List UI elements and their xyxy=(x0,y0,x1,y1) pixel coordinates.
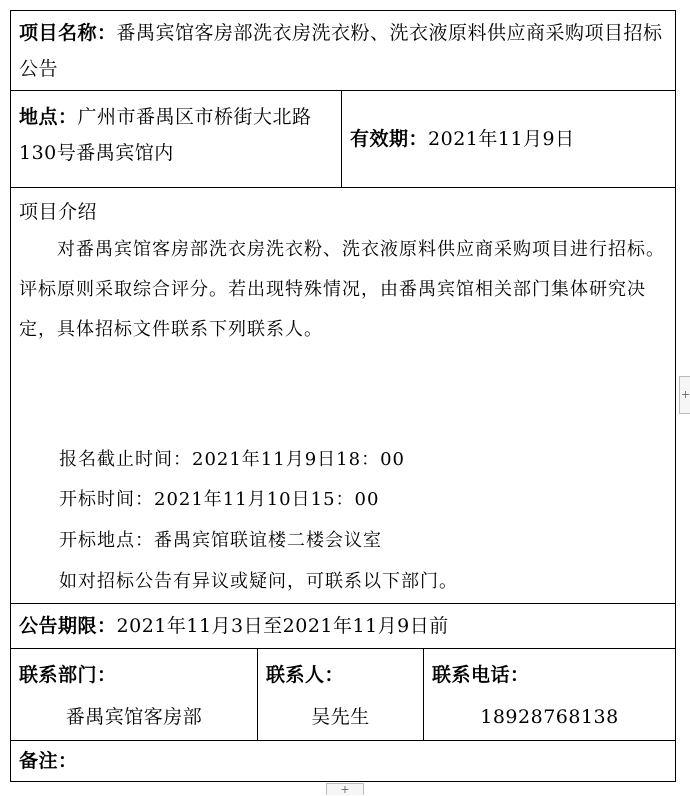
opening-time: 开标时间：2021年11月10日15：00 xyxy=(59,489,380,510)
table-resize-handle-right[interactable]: + xyxy=(679,376,690,414)
project-name-label: 项目名称 xyxy=(19,22,98,44)
contact-row xyxy=(11,649,675,741)
remarks-row xyxy=(11,741,675,781)
table-add-row-handle[interactable]: + xyxy=(326,783,364,795)
notice-period-label: 公告期限 xyxy=(19,615,98,637)
location-row xyxy=(11,91,675,188)
contact-dept-cell xyxy=(11,649,257,740)
contact-person-value: 吴先生 xyxy=(311,706,370,728)
location-cell xyxy=(11,91,341,187)
announcement-table xyxy=(10,10,676,782)
project-name-cell xyxy=(11,11,675,87)
validity-cell xyxy=(341,91,675,187)
contact-phone-label: 联系电话： xyxy=(432,664,530,686)
intro-row xyxy=(11,188,675,604)
location-value: 广州市番禺区市桥街大北路130号番禺宾馆内 xyxy=(19,106,312,164)
opening-place: 开标地点：番禺宾馆联谊楼二楼会议室 xyxy=(59,530,382,551)
project-name-value: 番禺宾馆客房部洗衣房洗衣粉、洗衣液原料供应商采购项目招标公告 xyxy=(19,22,663,80)
intro-title: 项目介绍 xyxy=(19,201,98,223)
contact-person-label: 联系人： xyxy=(266,664,345,686)
notice-period-row xyxy=(11,604,675,649)
contact-person-cell xyxy=(257,649,423,740)
registration-deadline: 报名截止时间：2021年11月9日18：00 xyxy=(59,449,405,470)
notice-period-colon: ： xyxy=(97,615,117,637)
validity-label: 有效期 xyxy=(350,128,409,150)
contact-dept-label: 联系部门： xyxy=(19,664,117,686)
contact-phone-cell xyxy=(423,649,675,740)
notice-period-value: 2021年11月3日至2021年11月9日前 xyxy=(116,615,449,637)
objection-note: 如对招标公告有异议或疑问，可联系以下部门。 xyxy=(59,571,458,592)
contact-dept-value: 番禺宾馆客房部 xyxy=(65,706,203,728)
notice-period-cell xyxy=(11,604,675,644)
location-colon: ： xyxy=(58,106,78,128)
project-name-row xyxy=(11,11,675,91)
remarks-label: 备注： xyxy=(19,750,78,772)
project-name-colon: ： xyxy=(97,22,117,44)
intro-body: 对番禺宾馆客房部洗衣房洗衣粉、洗衣液原料供应商采购项目进行招标。评标原则采取综合评分。若出现特殊情况，由番禺宾馆相关部门集体研究决定，具体招标文件联系下列联系人。 xyxy=(19,239,665,340)
validity-value: 2021年11月9日 xyxy=(428,128,575,150)
validity-colon: ： xyxy=(408,128,429,150)
contact-phone-value: 18928768138 xyxy=(480,706,619,728)
location-label: 地点 xyxy=(19,106,59,128)
